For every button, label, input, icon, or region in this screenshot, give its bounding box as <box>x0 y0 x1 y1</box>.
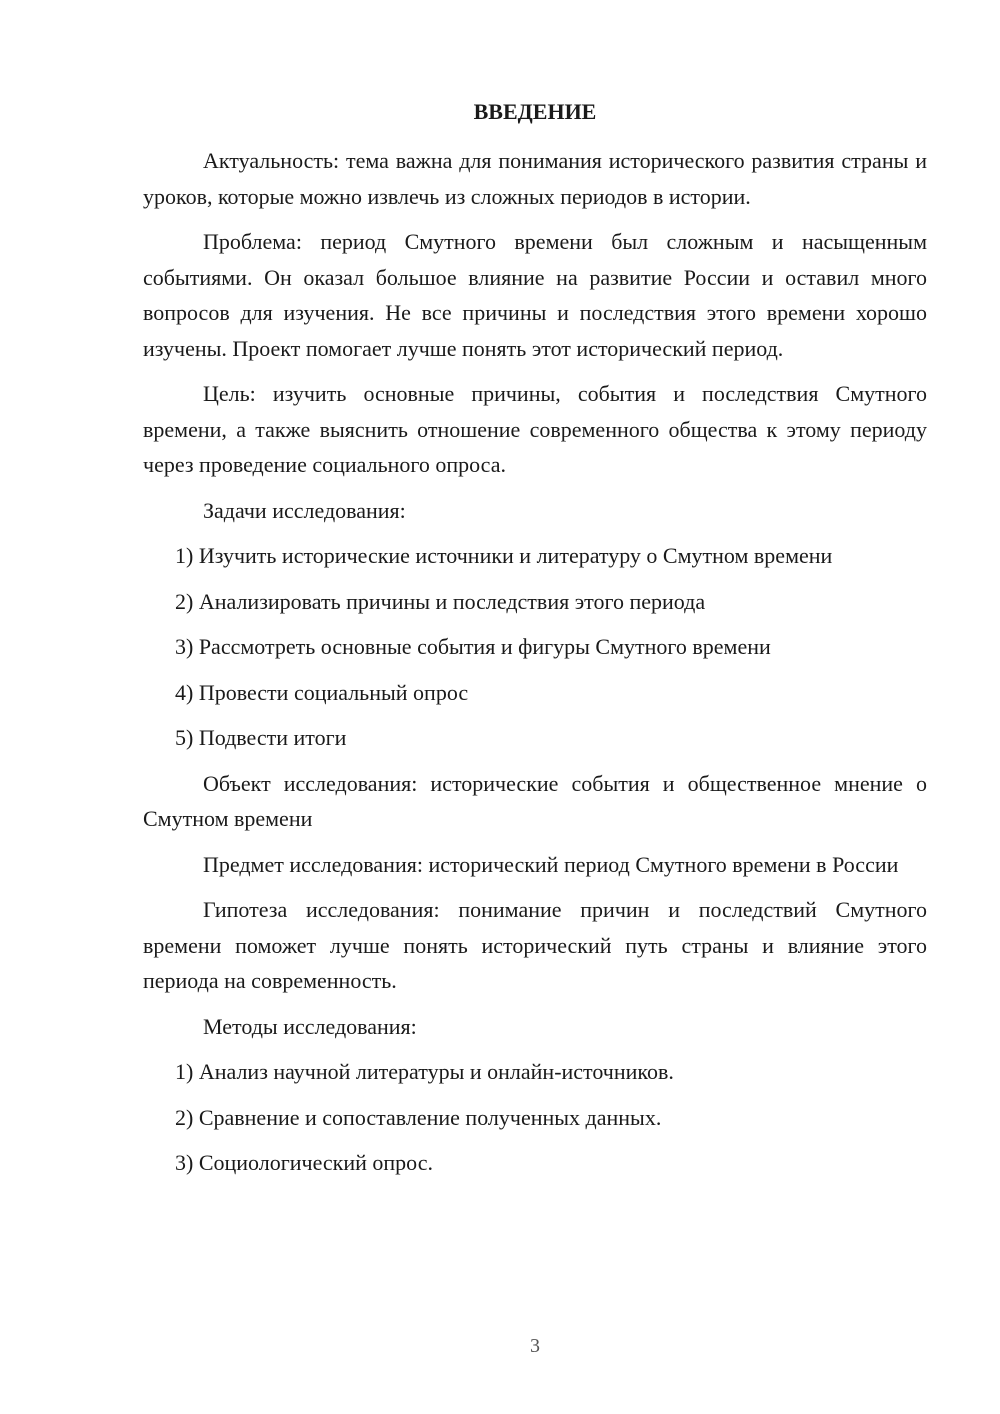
tasks-label: Задачи исследования: <box>203 497 406 523</box>
list-item: 3) Рассмотреть основные события и фигуры Смутного времени <box>175 634 771 659</box>
methods-list <box>143 1054 927 1181</box>
list-item: 3) Социологический опрос. <box>175 1150 433 1175</box>
page-number: 3 <box>530 1335 540 1357</box>
goal-paragraph: Цель: изучить основные причины, события и последствия Смутного времени, а также выяснить отношение современного общества к этому периоду через проведение социального опроса. <box>143 381 927 477</box>
list-item: 5) Подвести итоги <box>175 725 347 750</box>
page-content <box>143 94 927 1191</box>
problem-paragraph: Проблема: период Смутного времени был сложным и насыщенным событиями. Он оказал большое влияние на развитие России и оставил много вопросов для изучения. Не все причины и последствия этого времени хорошо изучены. Проект помогает лучше понять этот исторический период. <box>143 229 927 361</box>
list-item: 2) Анализировать причины и последствия этого периода <box>175 588 706 614</box>
list-item: 2) Сравнение и сопоставление полученных данных. <box>175 1104 662 1130</box>
tasks-list <box>143 538 927 756</box>
relevance-paragraph: Актуальность: тема важна для понимания исторического развития страны и уроков, которые можно извлечь из сложных периодов в истории. <box>143 148 927 209</box>
hypothesis-paragraph: Гипотеза исследования: понимание причин и последствий Смутного времени поможет лучше понять исторический путь страны и влияние этого периода на современность. <box>143 897 927 993</box>
list-item: 4) Провести социальный опрос <box>175 679 469 705</box>
section-heading: ВВЕДЕНИЕ <box>473 99 597 124</box>
methods-label: Методы исследования: <box>203 1013 417 1039</box>
object-paragraph: Объект исследования: исторические события и общественное мнение о Смутном времени <box>143 770 927 831</box>
list-item: 1) Анализ научной литературы и онлайн-источников. <box>175 1059 674 1084</box>
subject-paragraph: Предмет исследования: исторический период Смутного времени в России <box>203 851 899 877</box>
list-item: 1) Изучить исторические источники и литературу о Смутном времени <box>175 543 833 568</box>
